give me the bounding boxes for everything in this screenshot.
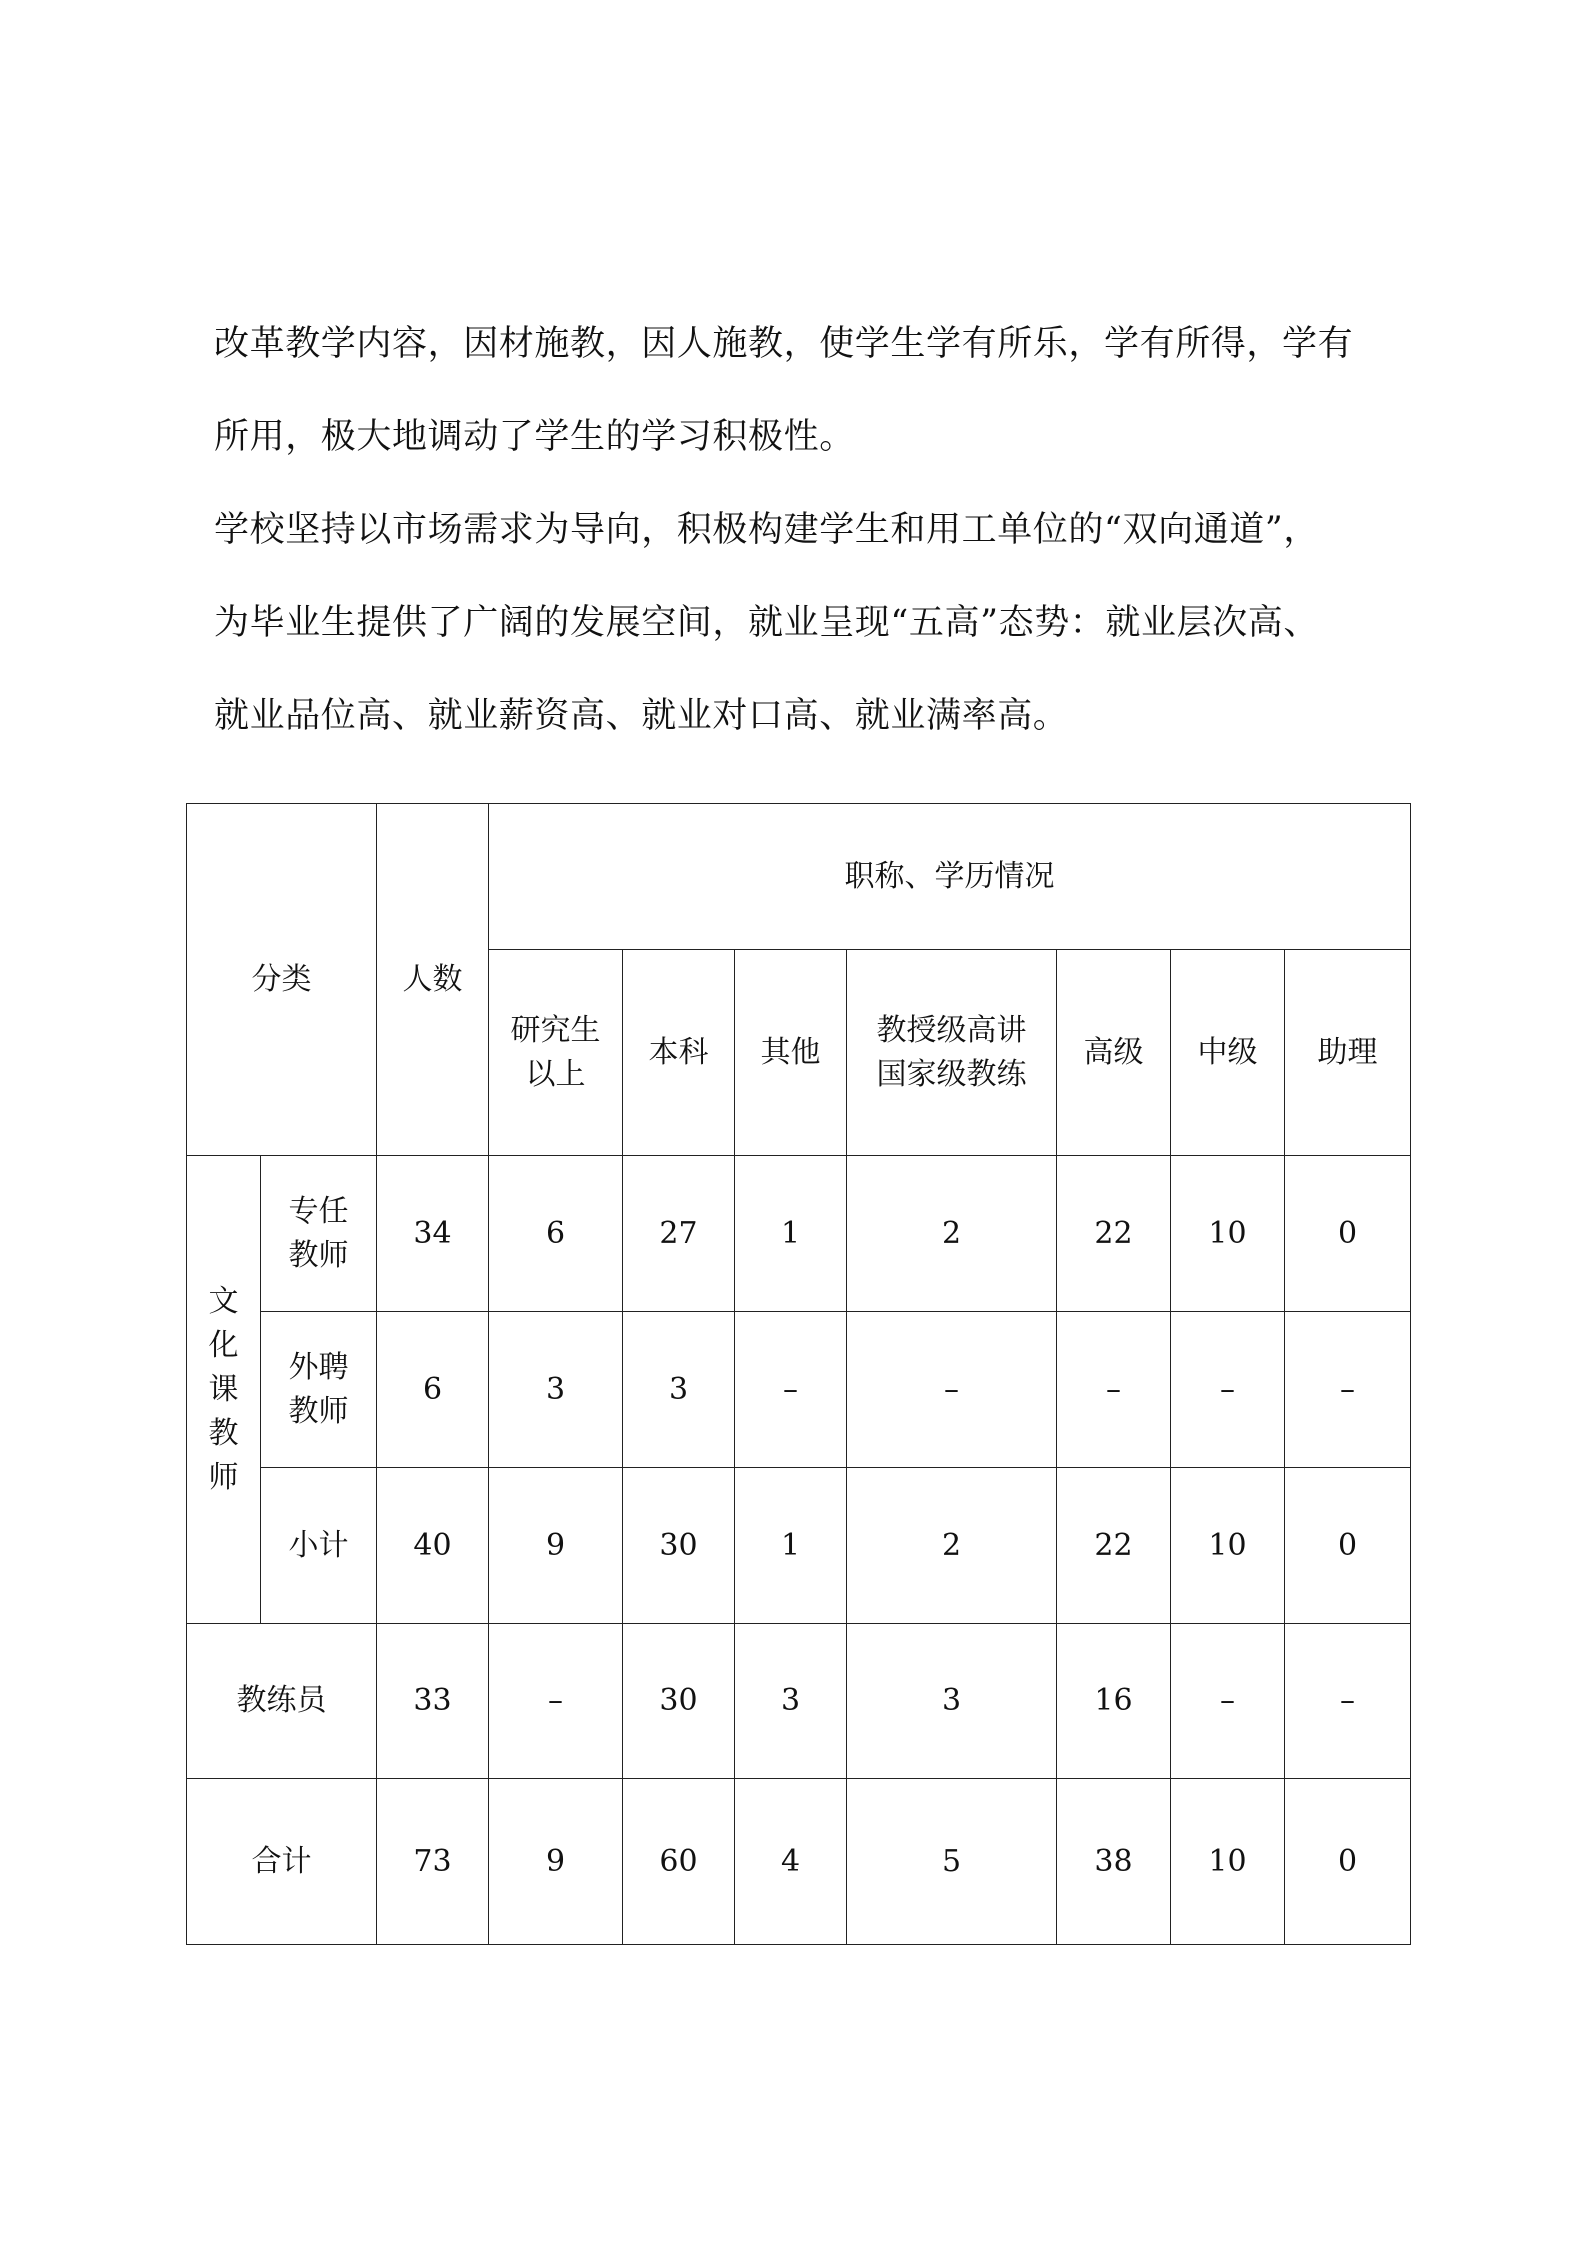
table-row bbox=[187, 1312, 1411, 1468]
header-col-intermediate: 中级 bbox=[1171, 950, 1285, 1156]
table-cell: 5 bbox=[847, 1779, 1057, 1945]
table-cell: 6 bbox=[489, 1156, 623, 1312]
table-cell: 3 bbox=[623, 1312, 735, 1468]
header-col-bachelor: 本科 bbox=[623, 950, 735, 1156]
table-cell: 3 bbox=[489, 1312, 623, 1468]
table-cell: 22 bbox=[1057, 1468, 1171, 1624]
paragraph-employment bbox=[214, 484, 1404, 763]
table-cell: 4 bbox=[735, 1779, 847, 1945]
table-cell: 10 bbox=[1171, 1468, 1285, 1624]
header-category: 分类 bbox=[187, 804, 377, 1156]
table-cell: 30 bbox=[623, 1624, 735, 1779]
table-cell: – bbox=[1057, 1312, 1171, 1468]
table-cell: – bbox=[1285, 1624, 1411, 1779]
group-label-culture-teachers: 文 化 课 教 师 bbox=[187, 1156, 261, 1624]
header-col-senior: 高级 bbox=[1057, 950, 1171, 1156]
paragraph-line: 学校坚持以市场需求为导向，积极构建学生和用工单位的“双向通道”， bbox=[214, 510, 1319, 550]
table-cell: 22 bbox=[1057, 1156, 1171, 1312]
table-cell: – bbox=[1171, 1312, 1285, 1468]
paragraph-line: 所用，极大地调动了学生的学习积极性。 bbox=[214, 417, 855, 457]
table-cell: 73 bbox=[377, 1779, 489, 1945]
row-label-total: 合计 bbox=[187, 1779, 377, 1945]
staff-statistics-table bbox=[186, 803, 1411, 1945]
table-cell: 40 bbox=[377, 1468, 489, 1624]
paragraph-line: 改革教学内容，因材施教，因人施教，使学生学有所乐，学有所得，学有 bbox=[214, 324, 1354, 364]
table-cell: – bbox=[735, 1312, 847, 1468]
table-cell: – bbox=[1171, 1624, 1285, 1779]
table-cell: 33 bbox=[377, 1624, 489, 1779]
paragraph-line: 为毕业生提供了广阔的发展空间，就业呈现“五高”态势：就业层次高、 bbox=[214, 603, 1319, 643]
table-cell: 3 bbox=[847, 1624, 1057, 1779]
header-count: 人数 bbox=[377, 804, 489, 1156]
table-cell: 0 bbox=[1285, 1468, 1411, 1624]
table-row bbox=[187, 1156, 1411, 1312]
table-cell: – bbox=[489, 1624, 623, 1779]
table-cell: 0 bbox=[1285, 1156, 1411, 1312]
paragraph-teaching-reform bbox=[214, 298, 1404, 484]
table-cell: 9 bbox=[489, 1468, 623, 1624]
table-cell: – bbox=[1285, 1312, 1411, 1468]
table-cell: 1 bbox=[735, 1156, 847, 1312]
table-cell: 2 bbox=[847, 1468, 1057, 1624]
table-cell: – bbox=[847, 1312, 1057, 1468]
table-cell: 27 bbox=[623, 1156, 735, 1312]
header-col-postgraduate: 研究生 以上 bbox=[489, 950, 623, 1156]
header-col-other: 其他 bbox=[735, 950, 847, 1156]
table-cell: 10 bbox=[1171, 1156, 1285, 1312]
table-cell: 38 bbox=[1057, 1779, 1171, 1945]
table-row bbox=[187, 1624, 1411, 1779]
table-cell: 0 bbox=[1285, 1779, 1411, 1945]
row-label-subtotal: 小计 bbox=[261, 1468, 377, 1624]
table-row bbox=[187, 1779, 1411, 1945]
table-cell: 16 bbox=[1057, 1624, 1171, 1779]
header-col-professor: 教授级高讲 国家级教练 bbox=[847, 950, 1057, 1156]
header-col-assistant: 助理 bbox=[1285, 950, 1411, 1156]
table-cell: 1 bbox=[735, 1468, 847, 1624]
table-cell: 60 bbox=[623, 1779, 735, 1945]
table-cell: 9 bbox=[489, 1779, 623, 1945]
table-cell: 34 bbox=[377, 1156, 489, 1312]
table-cell: 3 bbox=[735, 1624, 847, 1779]
row-label-coaches: 教练员 bbox=[187, 1624, 377, 1779]
row-label-fulltime: 专任 教师 bbox=[261, 1156, 377, 1312]
paragraph-line: 就业品位高、就业薪资高、就业对口高、就业满率高。 bbox=[214, 696, 1069, 736]
table-row bbox=[187, 1468, 1411, 1624]
table-cell: 10 bbox=[1171, 1779, 1285, 1945]
table-cell: 30 bbox=[623, 1468, 735, 1624]
header-title-education: 职称、学历情况 bbox=[489, 804, 1411, 950]
row-label-external: 外聘 教师 bbox=[261, 1312, 377, 1468]
table-cell: 2 bbox=[847, 1156, 1057, 1312]
table-cell: 6 bbox=[377, 1312, 489, 1468]
